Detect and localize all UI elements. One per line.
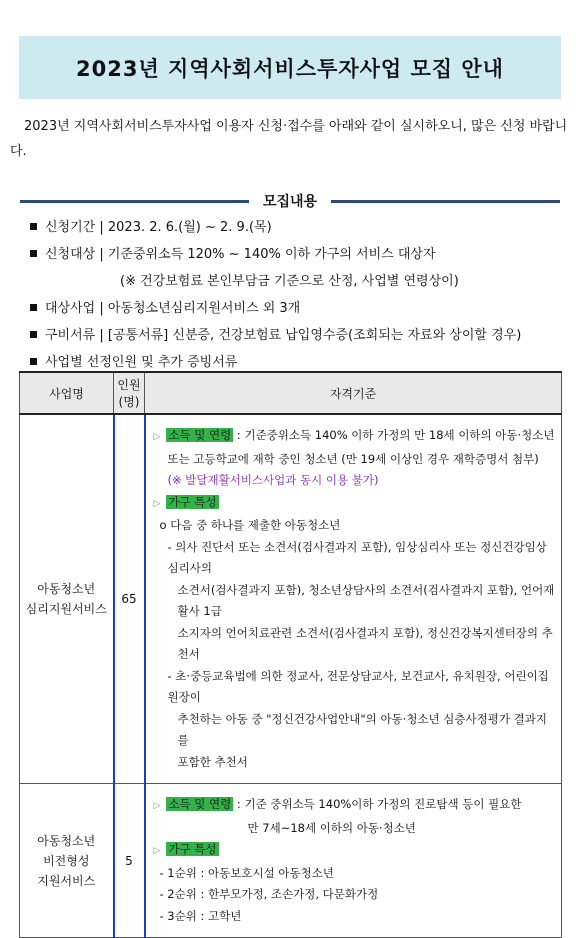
header-program-name: 사업명 <box>20 372 114 414</box>
square-bullet-icon <box>30 331 37 338</box>
square-bullet-icon <box>30 304 37 311</box>
bullet-list <box>30 214 570 376</box>
criteria-cell: ▷ 소득 및 연령 : 기준중위소득 140% 이하 가정의 만 18세 이하의 아동·청소년 또는 고등학교에 재학 중인 청소년 (만 19세 이상인 경우 재학증명서 첨부) (※ 발달재활서비스사업과 동시 이용 불가) ▷ 가구 특성 o 다음 중 하나를 제출한 아동청소년 - 의사 진단서 또는 소견서(검사결과지 포함), 임상심리사 또는 정신건강임상심리사의 소견서(검사결과지 포함), 청소년상담사의 소견서(검사결과지 포함), 언어재활사 1급 소지자의 언어치료관련 소견서(검사결과지 포함), 정신건강복지센터장의 추천서 - 초·중등교육법에 의한 정교사, 전문상담교사, 보건교사, 유치원장, 어린이집 원장이 추천하는 아동 중 "정신건강사업안내"의 아동·청소년 심층사정평가 결과지를 포함한 추천서 <box>145 414 562 784</box>
program-table <box>19 371 562 938</box>
program-name-cell: 아동청소년 비전형성 지원서비스 <box>20 784 114 938</box>
header-count: 인원(명) <box>114 372 145 414</box>
header-criteria: 자격기준 <box>145 372 562 414</box>
section-header <box>20 191 560 211</box>
title-banner <box>19 36 561 99</box>
intro-paragraph: 2023년 지역사회서비스투자사업 이용자 신청·접수를 아래와 같이 실시하오니, 많은 신청 바랍니다. <box>10 119 568 159</box>
square-bullet-icon <box>30 223 37 230</box>
section-label: 모집내용 <box>262 194 318 210</box>
note-text: (※ 발달재활서비스사업과 동시 이용 불가) <box>167 473 379 487</box>
highlight-label: 소득 및 연령 <box>168 797 232 811</box>
bullet-target-note: (※ 건강보험료 본인부담금 기준으로 산정, 사업별 연령상이) <box>120 274 459 289</box>
triangle-bullet-icon: ▷ <box>153 801 161 811</box>
table-row <box>20 784 562 938</box>
square-bullet-icon <box>30 250 37 257</box>
divider-left <box>20 200 249 203</box>
triangle-bullet-icon: ▷ <box>153 432 161 442</box>
bullet-target: 신청대상 | 기준중위소득 120% ~ 140% 이하 가구의 서비스 대상자 <box>30 241 570 268</box>
triangle-bullet-icon: ▷ <box>153 498 161 509</box>
page-title: 2023년 지역사회서비스투자사업 모집 안내 <box>76 56 504 81</box>
bullet-documents: 구비서류 | [공통서류] 신분증, 건강보험료 납입영수증(조회되는 자료와 상이할 경우) <box>30 322 570 349</box>
bullet-selection: 사업별 선정인원 및 추가 증빙서류 <box>30 349 570 376</box>
triangle-bullet-icon: ▷ <box>153 846 161 856</box>
highlight-label: 가구 특성 <box>168 842 217 856</box>
count-cell: 65 <box>114 414 145 784</box>
count-cell: 5 <box>114 784 145 938</box>
divider-right <box>331 200 560 203</box>
table-row <box>20 414 562 784</box>
square-bullet-icon <box>30 358 37 365</box>
bullet-programs: 대상사업 | 아동청소년심리지원서비스 외 3개 <box>30 295 570 322</box>
criteria-cell: ▷ 소득 및 연령 : 기준 중위소득 140%이하 가정의 진로탐색 등이 필요한 만 7세~18세 이하의 아동·청소년 ▷ 가구 특성 - 1순위 : 아동보호시설 아동청소년 - 2순위 : 한부모가정, 조손가정, 다문화가정 - 3순위 : 고학년 <box>145 784 562 938</box>
highlight-label: 가구 특성 <box>168 494 217 509</box>
table-header-row <box>20 372 562 414</box>
bullet-period: 신청기간 | 2023. 2. 6.(월) ~ 2. 9.(목) <box>30 214 570 241</box>
highlight-label: 소득 및 연령 <box>168 428 232 442</box>
program-name-cell: 아동청소년 심리지원서비스 <box>20 414 114 784</box>
